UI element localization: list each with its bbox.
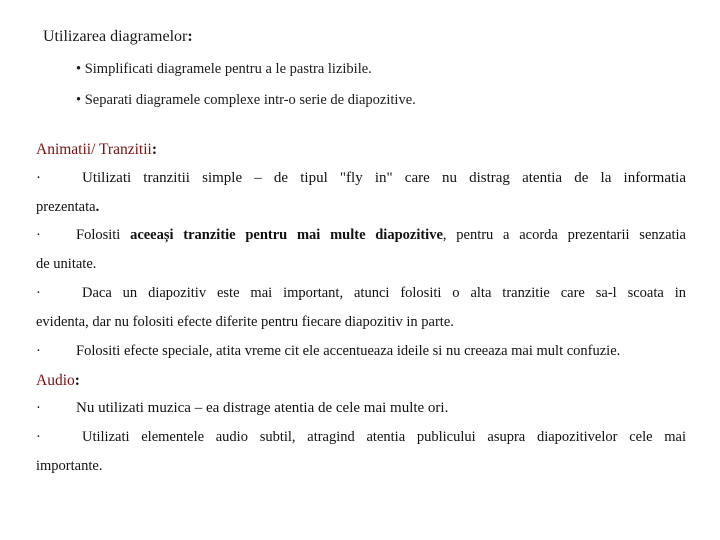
transition-item-2-bold: aceeași tranzitie pentru mai multe diapozitive bbox=[130, 227, 443, 243]
audio-item-2-cont: importante. bbox=[36, 458, 103, 474]
audio-heading-colon: : bbox=[74, 372, 80, 389]
transition-item-2-line1 bbox=[36, 221, 686, 250]
audio-heading bbox=[36, 372, 80, 390]
bullet-dot: · bbox=[36, 170, 41, 186]
bullet-dot: · bbox=[36, 227, 41, 243]
transition-item-1-cont: prezentata bbox=[36, 199, 96, 215]
diagram-bullet-2: • Separati diagramele complexe intr-o serie de diapozitive. bbox=[76, 92, 416, 108]
transition-item-1-end: . bbox=[95, 199, 100, 215]
transition-item-2-post: , pentru a acorda prezentarii senzatia bbox=[442, 227, 686, 243]
transition-item-2 bbox=[36, 221, 686, 279]
diagrams-heading bbox=[43, 28, 193, 46]
bullet-dot: · bbox=[36, 429, 41, 445]
diagram-bullet-1: • Simplificati diagramele pentru a le pastra lizibile. bbox=[76, 61, 372, 77]
transition-item-3-text: Daca un diapozitiv este mai important, atunci folositi o alta tranzitie care sa-l scoata in bbox=[82, 285, 686, 301]
transition-item-3-line1 bbox=[36, 279, 686, 308]
bullet-dot: · bbox=[36, 343, 41, 359]
bullet-dot: · bbox=[36, 400, 41, 416]
transition-item-1-text: Utilizati tranzitii simple – de tipul "fly in" care nu distrag atentia de la informatia bbox=[82, 170, 686, 186]
transition-item-4 bbox=[36, 337, 686, 366]
transitions-heading-text: Animatii/ Tranzitii bbox=[36, 141, 152, 158]
audio-item-2-line1 bbox=[36, 423, 686, 452]
transition-item-2-pre: Folositi bbox=[76, 227, 131, 243]
transition-item-3-cont: evidenta, dar nu folositi efecte diferite pentru fiecare diapozitiv in parte. bbox=[36, 314, 454, 330]
transition-item-3 bbox=[36, 279, 686, 337]
audio-item-2 bbox=[36, 423, 686, 481]
transition-item-2-cont: de unitate. bbox=[36, 256, 97, 272]
transition-item-1-line1 bbox=[36, 164, 686, 193]
transition-item-1 bbox=[36, 164, 686, 222]
transitions-heading-colon: : bbox=[151, 141, 157, 158]
transition-item-4-text: Folositi efecte speciale, atita vreme cit ele accentueaza ideile si nu creeaza mai mult confuzie. bbox=[76, 343, 621, 359]
audio-item-2-text: Utilizati elementele audio subtil, atragind atentia publicului asupra diapozitivelor cele mai bbox=[82, 429, 686, 445]
audio-heading-text: Audio bbox=[36, 372, 75, 389]
audio-item-1-text: Nu utilizati muzica – ea distrage atentia de cele mai multe ori. bbox=[76, 400, 449, 416]
bullet-dot: · bbox=[36, 285, 41, 301]
diagrams-heading-text: Utilizarea diagramelor bbox=[43, 28, 188, 45]
diagrams-heading-colon: : bbox=[187, 28, 193, 45]
audio-item-1 bbox=[36, 394, 686, 423]
transitions-heading bbox=[36, 141, 157, 159]
